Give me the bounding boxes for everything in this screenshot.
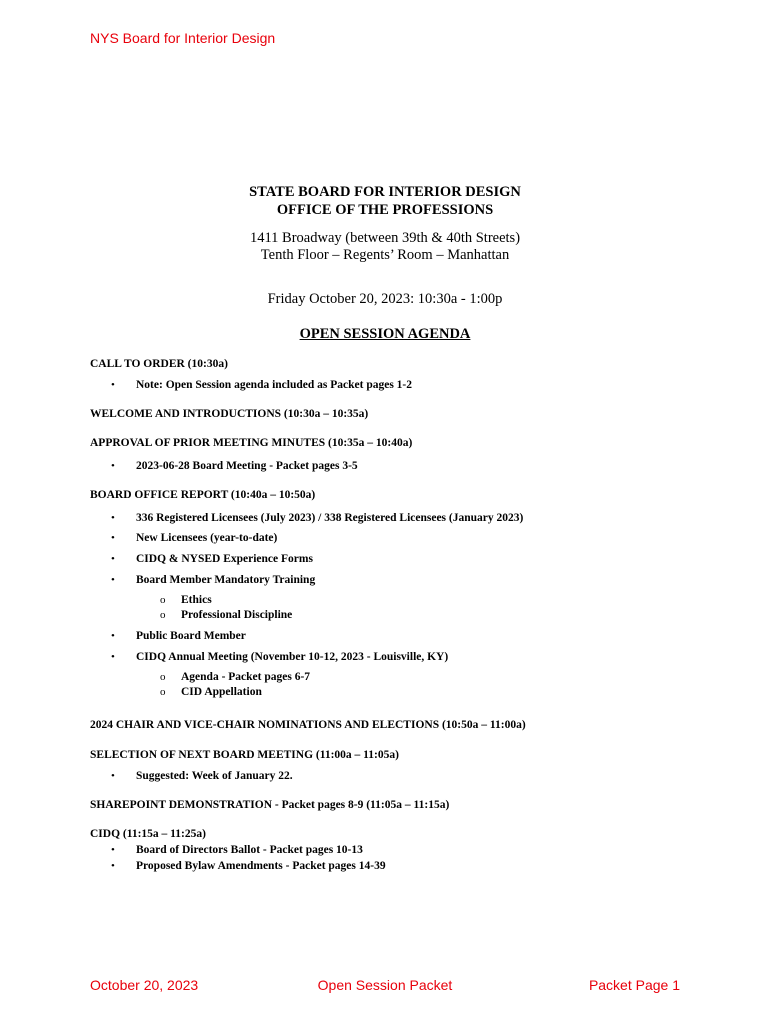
list-item: Note: Open Session agenda included as Packet pages 1-2 bbox=[136, 379, 413, 391]
section-next-meeting: SELECTION OF NEXT BOARD MEETING (11:00a – 11:05a) bbox=[90, 749, 399, 761]
bullet-icon: • bbox=[111, 553, 115, 565]
list-item: 336 Registered Licensees (July 2023) / 338 Registered Licensees (January 2023) bbox=[136, 512, 524, 524]
sub-list-item: Ethics bbox=[181, 594, 212, 606]
bullet-icon: • bbox=[111, 574, 115, 586]
agenda-title: OPEN SESSION AGENDA bbox=[299, 326, 471, 342]
list-item: Board Member Mandatory Training bbox=[136, 574, 316, 586]
bullet-icon: • bbox=[111, 651, 115, 663]
address-line-1: 1411 Broadway (between 39th & 40th Streets) bbox=[249, 230, 521, 246]
sub-list-item: Agenda - Packet pages 6-7 bbox=[181, 671, 311, 683]
section-cidq: CIDQ (11:15a – 11:25a) bbox=[90, 828, 206, 840]
section-welcome: WELCOME AND INTRODUCTIONS (10:30a – 10:35a) bbox=[90, 408, 369, 420]
footer-center: Open Session Packet bbox=[317, 977, 453, 993]
sub-bullet-icon: o bbox=[160, 594, 166, 606]
bullet-icon: • bbox=[111, 844, 115, 856]
bullet-icon: • bbox=[111, 532, 115, 544]
bullet-icon: • bbox=[111, 860, 115, 872]
footer-page-number: Packet Page 1 bbox=[588, 977, 680, 993]
title-line-1: STATE BOARD FOR INTERIOR DESIGN bbox=[249, 184, 521, 200]
title-line-2: OFFICE OF THE PROFESSIONS bbox=[276, 202, 494, 218]
meeting-datetime: Friday October 20, 2023: 10:30a - 1:00p bbox=[267, 291, 503, 307]
sub-bullet-icon: o bbox=[160, 686, 166, 698]
footer-date: October 20, 2023 bbox=[90, 977, 199, 993]
address-line-2: Tenth Floor – Regents’ Room – Manhattan bbox=[260, 247, 510, 263]
list-item: Proposed Bylaw Amendments - Packet pages 14-39 bbox=[136, 860, 386, 872]
sub-list-item: Professional Discipline bbox=[181, 609, 293, 621]
header-org: NYS Board for Interior Design bbox=[90, 30, 276, 46]
bullet-icon: • bbox=[111, 460, 115, 472]
section-office-report: BOARD OFFICE REPORT (10:40a – 10:50a) bbox=[90, 489, 316, 501]
section-approval: APPROVAL OF PRIOR MEETING MINUTES (10:35a – 10:40a) bbox=[90, 437, 413, 449]
list-item: 2023-06-28 Board Meeting - Packet pages 3-5 bbox=[136, 460, 358, 472]
section-sharepoint: SHAREPOINT DEMONSTRATION - Packet pages 8-9 (11:05a – 11:15a) bbox=[90, 799, 450, 811]
sub-bullet-icon: o bbox=[160, 609, 166, 621]
list-item: Board of Directors Ballot - Packet pages 10-13 bbox=[136, 844, 363, 856]
sub-list-item: CID Appellation bbox=[181, 686, 262, 698]
list-item: Public Board Member bbox=[136, 630, 246, 642]
list-item: Suggested: Week of January 22. bbox=[136, 770, 293, 782]
list-item: New Licensees (year-to-date) bbox=[136, 532, 278, 544]
bullet-icon: • bbox=[111, 512, 115, 524]
list-item: CIDQ Annual Meeting (November 10-12, 2023 - Louisville, KY) bbox=[136, 651, 449, 663]
section-call-to-order: CALL TO ORDER (10:30a) bbox=[90, 358, 228, 370]
sub-bullet-icon: o bbox=[160, 671, 166, 683]
section-nominations: 2024 CHAIR AND VICE-CHAIR NOMINATIONS AND ELECTIONS (10:50a – 11:00a) bbox=[90, 719, 526, 731]
bullet-icon: • bbox=[111, 379, 115, 391]
bullet-icon: • bbox=[111, 630, 115, 642]
list-item: CIDQ & NYSED Experience Forms bbox=[136, 553, 313, 565]
bullet-icon: • bbox=[111, 770, 115, 782]
